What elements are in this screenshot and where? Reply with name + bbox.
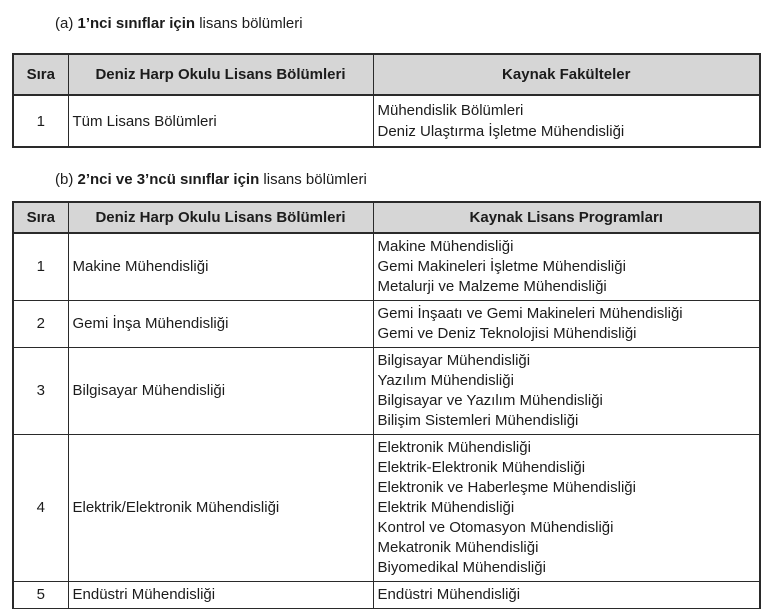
source-program-line: Bilgisayar ve Yazılım Mühendisliği bbox=[377, 392, 603, 409]
source-program-line: Deniz Ulaştırma İşletme Mühendisliği bbox=[377, 123, 625, 140]
section-heading-b-prefix: (b) bbox=[55, 171, 78, 188]
section-heading-a-prefix: (a) bbox=[55, 15, 78, 32]
source-program-line: Makine Mühendisliği bbox=[377, 238, 514, 255]
cell-source-programs bbox=[373, 348, 760, 435]
table-row bbox=[13, 582, 760, 609]
column-header: Deniz Harp Okulu Lisans Bölümleri bbox=[68, 54, 373, 95]
cell-department: Elektrik/Elektronik Mühendisliği bbox=[68, 435, 373, 582]
column-header: Deniz Harp Okulu Lisans Bölümleri bbox=[68, 202, 373, 233]
table-row bbox=[13, 95, 760, 147]
source-program-line: Mekatronik Mühendisliği bbox=[377, 539, 539, 556]
section-heading-a-bold: 1’nci sınıflar için bbox=[77, 15, 196, 32]
source-program-line: Metalurji ve Malzeme Mühendisliği bbox=[377, 278, 607, 295]
source-program-line: Endüstri Mühendisliği bbox=[377, 586, 521, 603]
source-program-line: Elektronik Mühendisliği bbox=[377, 439, 531, 456]
section-heading-b-bold: 2’nci ve 3’ncü sınıflar için bbox=[77, 171, 260, 188]
cell-department: Tüm Lisans Bölümleri bbox=[68, 95, 373, 147]
cell-source-programs bbox=[373, 582, 760, 609]
column-header: Sıra bbox=[13, 202, 68, 233]
cell-order-number: 5 bbox=[13, 582, 68, 609]
table-row bbox=[13, 233, 760, 301]
table-header-row bbox=[13, 202, 760, 233]
cell-order-number: 1 bbox=[13, 233, 68, 301]
source-program-line: Elektrik Mühendisliği bbox=[377, 499, 515, 516]
cell-source-programs bbox=[373, 233, 760, 301]
table-row bbox=[13, 348, 760, 435]
source-program-line: Biyomedikal Mühendisliği bbox=[377, 559, 546, 576]
table-first-year-programs bbox=[12, 53, 761, 148]
cell-department: Bilgisayar Mühendisliği bbox=[68, 348, 373, 435]
column-header: Kaynak Fakülteler bbox=[373, 54, 760, 95]
section-heading-a bbox=[55, 15, 759, 33]
cell-source-programs bbox=[373, 435, 760, 582]
column-header: Kaynak Lisans Programları bbox=[373, 202, 760, 233]
source-program-line: Elektrik-Elektronik Mühendisliği bbox=[377, 459, 586, 476]
source-program-line: Elektronik ve Haberleşme Mühendisliği bbox=[377, 479, 636, 496]
cell-source-programs bbox=[373, 301, 760, 348]
source-program-line: Gemi ve Deniz Teknolojisi Mühendisliği bbox=[377, 325, 637, 342]
cell-order-number: 2 bbox=[13, 301, 68, 348]
section-heading-a-rest: lisans bölümleri bbox=[195, 15, 303, 32]
cell-order-number: 4 bbox=[13, 435, 68, 582]
table-second-third-year-programs bbox=[12, 201, 761, 609]
cell-department: Gemi İnşa Mühendisliği bbox=[68, 301, 373, 348]
section-heading-b-rest: lisans bölümleri bbox=[259, 171, 367, 188]
source-program-line: Bilgisayar Mühendisliği bbox=[377, 352, 531, 369]
table-row bbox=[13, 301, 760, 348]
source-program-line: Gemi Makineleri İşletme Mühendisliği bbox=[377, 258, 626, 275]
cell-order-number: 1 bbox=[13, 95, 68, 147]
source-program-line: Gemi İnşaatı ve Gemi Makineleri Mühendisliği bbox=[377, 305, 683, 322]
table-row bbox=[13, 435, 760, 582]
section-heading-b bbox=[55, 171, 759, 189]
source-program-line: Kontrol ve Otomasyon Mühendisliği bbox=[377, 519, 614, 536]
column-header: Sıra bbox=[13, 54, 68, 95]
cell-department: Endüstri Mühendisliği bbox=[68, 582, 373, 609]
source-program-line: Mühendislik Bölümleri bbox=[377, 102, 524, 119]
cell-order-number: 3 bbox=[13, 348, 68, 435]
cell-source-programs bbox=[373, 95, 760, 147]
cell-department: Makine Mühendisliği bbox=[68, 233, 373, 301]
table-header-row bbox=[13, 54, 760, 95]
source-program-line: Yazılım Mühendisliği bbox=[377, 372, 514, 389]
source-program-line: Bilişim Sistemleri Mühendisliği bbox=[377, 412, 579, 429]
